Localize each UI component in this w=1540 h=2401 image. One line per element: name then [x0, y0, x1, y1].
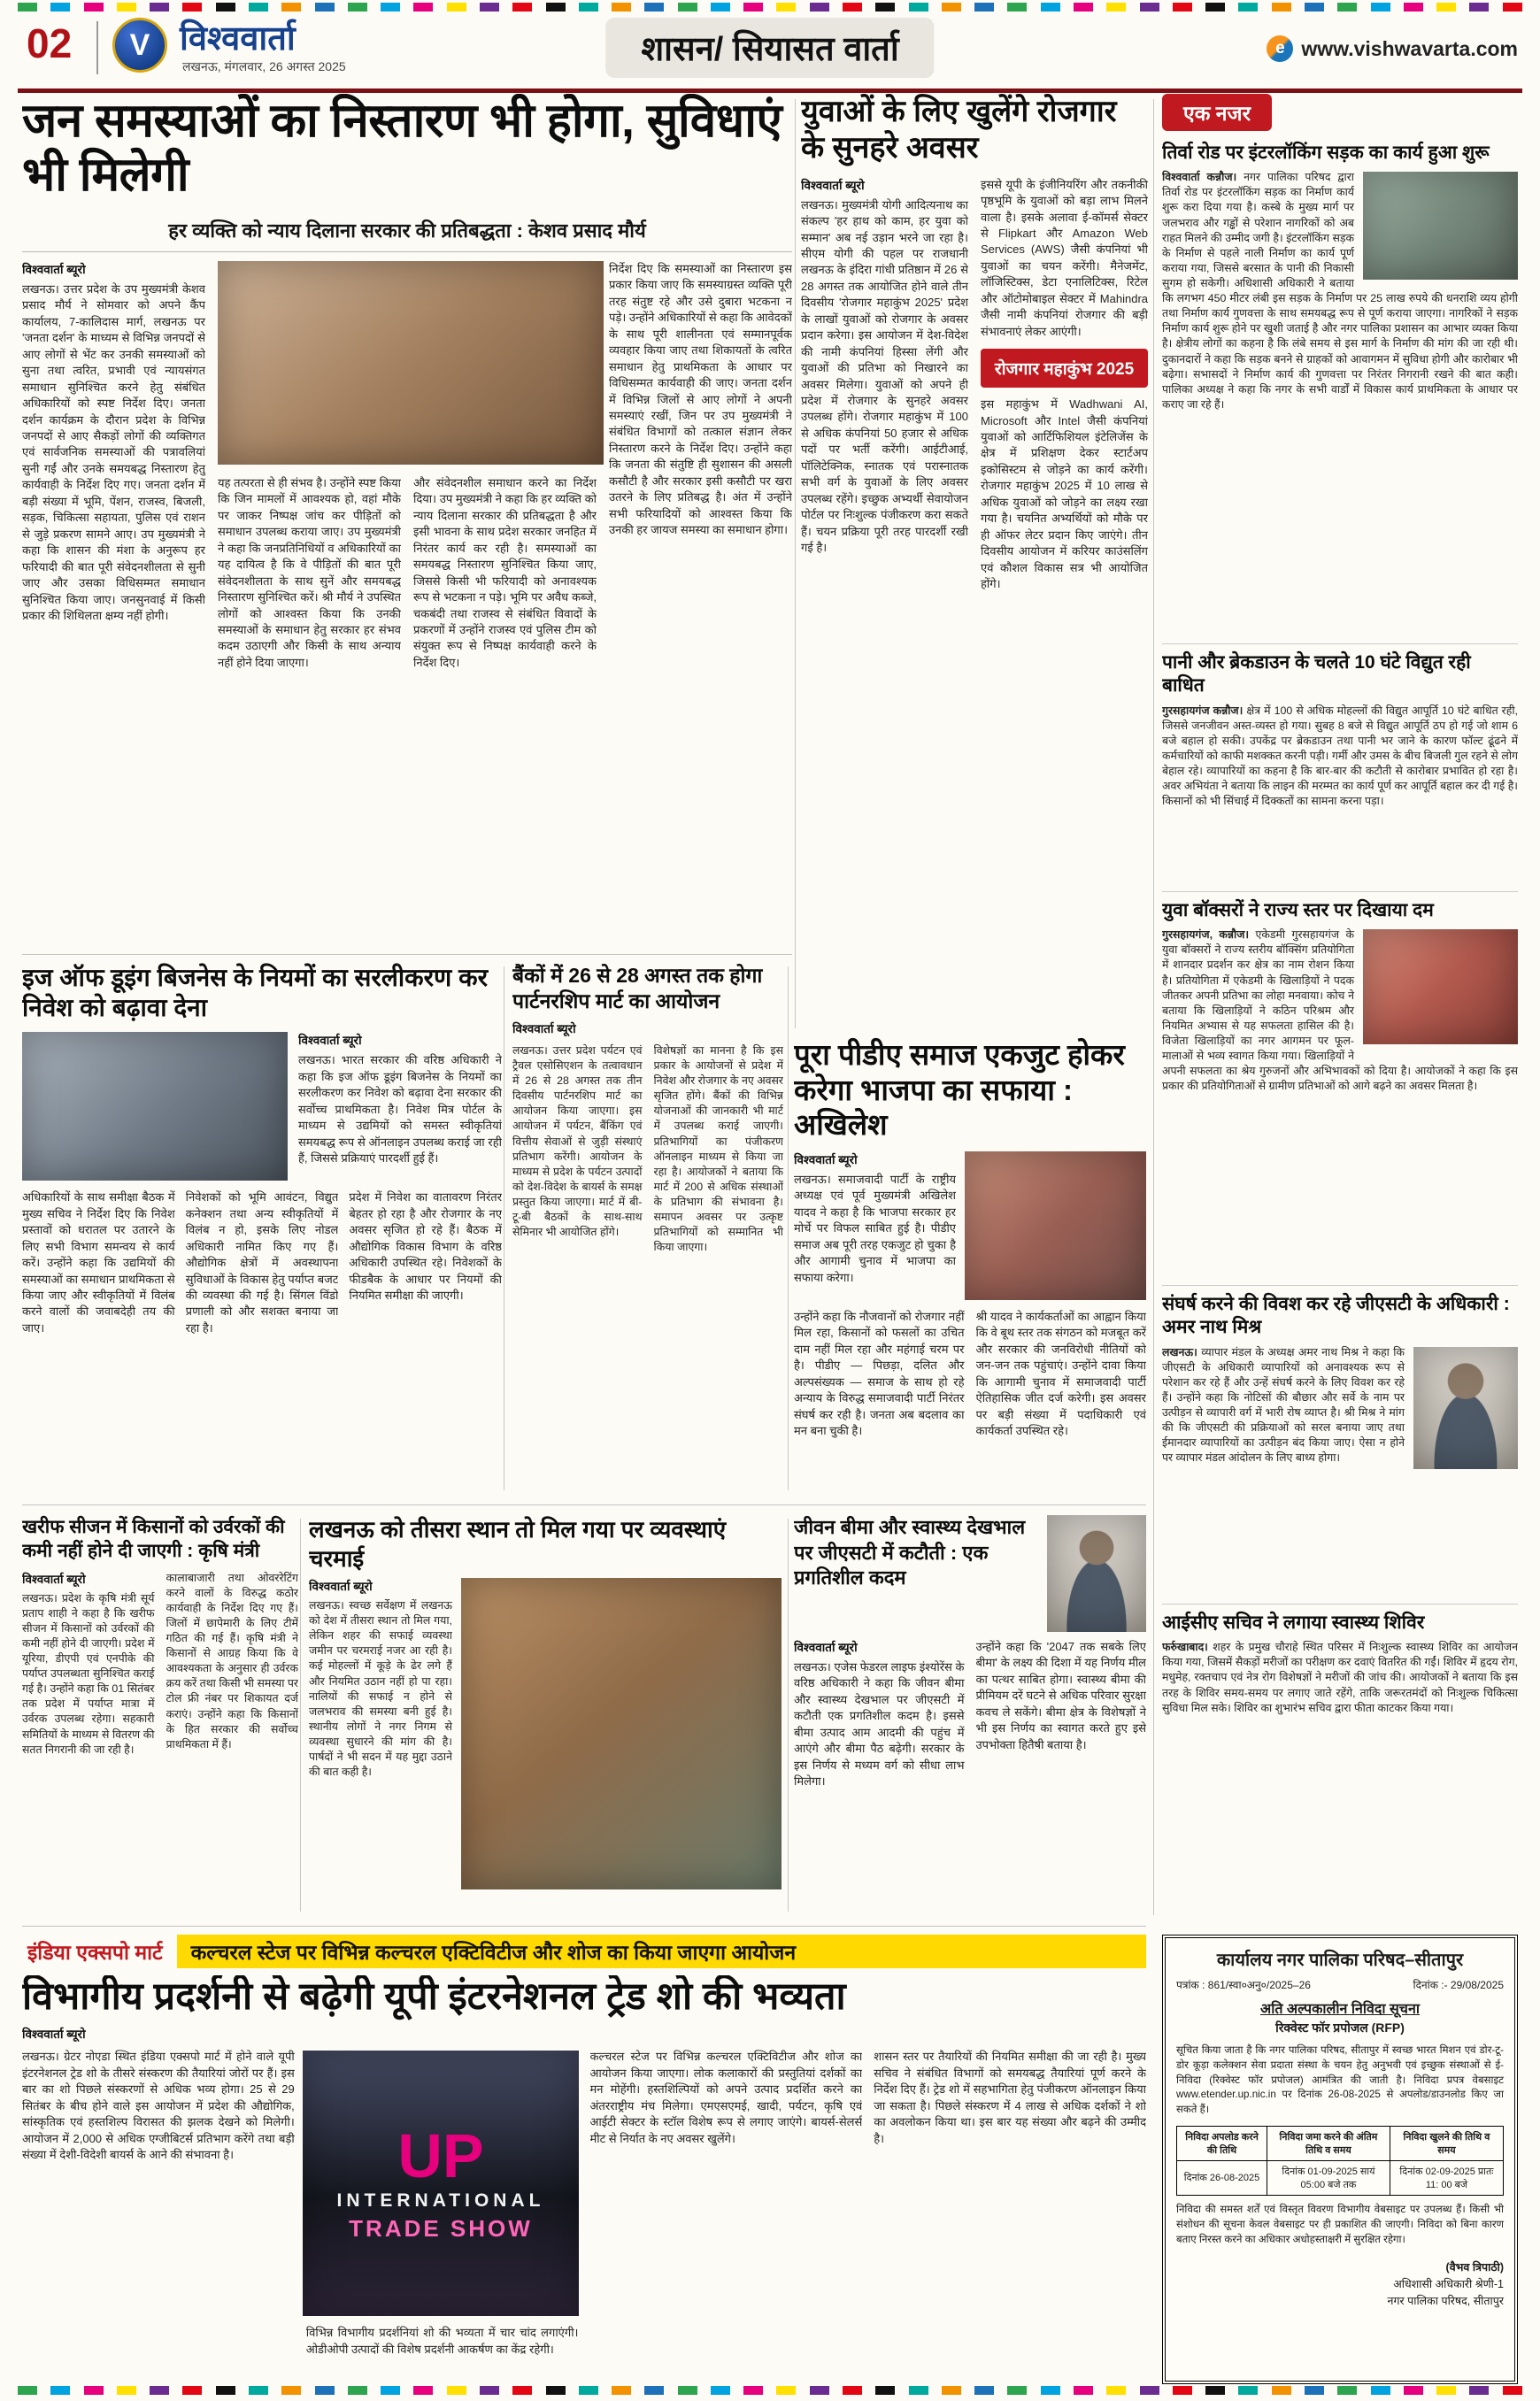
registration-square: [117, 2386, 136, 2395]
registration-square: [1238, 3, 1258, 12]
registration-square: [150, 3, 169, 12]
dateline: गुरसहायगंज, कन्नौज।: [1162, 928, 1250, 942]
notice-table-header: निविदा जमा करने की अंतिम तिथि व समय: [1267, 2126, 1390, 2160]
dateline: गुरसहायगंज कन्नौज।: [1162, 704, 1244, 717]
text-column: [794, 1639, 965, 1858]
trade-show-photo: [303, 2051, 579, 2316]
registration-square: [413, 3, 433, 12]
registration-square: [678, 2386, 697, 2395]
article-partnership-mart: [512, 963, 783, 1492]
registration-square: [1173, 2386, 1192, 2395]
registration-square: [18, 3, 37, 12]
body-text: एकेडमी गुरसहायगंज के युवा बॉक्सरों ने राज्य स्तरीय बॉक्सिंग प्रतियोगिता में शानदार प्रदर्शन कर क्षेत्र का नाम रोशन किया है। प्रतियोगिता में एकेडमी के खिलाड़ियों ने पदक जीतकर अपनी प्रतिभा का लोहा मनवाया। कोच ने बताया कि खिलाड़ियों ने कठिन परिश्रम और नियमित अभ्यास से यह सफलता हासिल की है। विजेता खिलाड़ियों का नगर आगमन पर फूल-मालाओं से भव्य स्वागत किया गया। खिलाड़ियों ने अपनी सफलता का श्रेय गुरुजनों और अभिभावकों को दिया है। आयोजकों ने कहा कि इस प्रकार की प्रतियोगिताओं से ग्रामीण प्रतिभाओं को आगे बढ़ने का अवसर मिलता है।: [1162, 928, 1518, 1093]
registration-square: [1272, 3, 1291, 12]
registration-square: [413, 2386, 433, 2395]
body-text: कालाबाजारी तथा ओवररेटिंग करने वालों के विरुद्ध कठोर कार्यवाही के निर्देश दिए गए हैं। जिलों में छापेमारी के लिए टीमें गठित की गई हैं। कृषि मंत्री ने किसानों से आग्रह किया कि वे आवश्यकता के अनुसार ही उर्वरक क्रय करें तथा किसी भी समस्या पर टोल फ्री नंबर पर शिकायत दर्ज कराएं। उन्होंने कहा कि किसानों के हित सरकार की सर्वोच्च प्राथमिकता में हैं।: [166, 1571, 298, 1751]
kharif-body: [22, 1571, 298, 1879]
registration-square: [480, 2386, 499, 2395]
paper-logo-icon: [112, 18, 167, 73]
headline: युवा बॉक्सरों ने राज्य स्तर पर दिखाया दम: [1162, 900, 1434, 920]
registration-square: [711, 2386, 730, 2395]
expo-strip: [22, 1935, 1146, 1968]
masthead-rule: [18, 88, 1522, 93]
notice-table: [1176, 2126, 1504, 2196]
body-text: लखनऊ। मुख्यमंत्री योगी आदित्यनाथ का संकल्प 'हर हाथ को काम, हर युवा को सम्मान' अब नई उड़ान भरने जा रहा है। सीएम योगी की पहल पर राजधानी लखनऊ के इंदिरा गांधी प्रतिष्ठान में 26 से 28 अगस्त तक आयोजित होने वाले तीन दिवसीय 'रोजगार महाकुंभ 2025' प्रदेश के लाखों युवाओं को रोजगार के अवसर प्रदान करेगा। इस आयोजन में देश-विदेश की नामी कंपनियां हिस्सा लेंगी और युवाओं की प्रतिभा को निखारने का अवसर मिलेगा। युवाओं को अपने ही प्रदेश में रोजगार के सुनहरे अवसर उपलब्ध होंगे। रोजगार महाकुंभ में 100 से अधिक कंपनियां 50 हजार से अधिक पदों पर भर्ती करेंगी। आईटीआई, पॉलिटेक्निक, स्नातक एवं परास्नातक सभी वर्ग के युवाओं के लिए अवसर उपलब्ध रहेंगे। इच्छुक अभ्यर्थी सेवायोजन पोर्टल पर निःशुल्क पंजीकरण करा सकते हैं। चयन प्रक्रिया पूरी तरह पारदर्शी रखी गई है।: [801, 197, 968, 555]
gstins-body: [794, 1639, 1146, 1858]
ease-headline: इज ऑफ डूइंग बिजनेस के नियमों का सरलीकरण कर निवेश को बढ़ावा देना: [22, 964, 489, 1022]
body-text: लखनऊ। ग्रेटर नोएडा स्थित इंडिया एक्सपो मार्ट में होने वाले यूपी इंटरनेशनल ट्रेड शो के तीसरे संस्करण की तैयारियां जोरों पर हैं। इस बार का शो पिछले संस्करणों से अधिक भव्य होगा। 25 से 29 सितंबर के बीच होने वाले इस आयोजन में प्रदेश की औद्योगिक, सांस्कृतिक एवं हस्तशिल्प विरासत की झलक देखने को मिलेगी। आयोजन में 2,000 से अधिक एग्जीबिटर्स प्रतिभाग करेंगे तथा बड़ी संख्या में देशी-विदेशी बायर्स के आने की संभावना है।: [22, 2050, 295, 2162]
article-trade-show: [22, 1975, 1146, 2384]
article-jan-samasya: [22, 94, 792, 949]
registration-square: [182, 3, 202, 12]
registration-square: [1007, 2386, 1027, 2395]
registration-square: [974, 2386, 994, 2395]
body-text: इस महाकुंभ में Wadhwani AI, Microsoft और Intel जैसी कंपनियां युवाओं को आर्टिफिशियल इंटेलिजेंस के क्षेत्र में प्रशिक्षण देकर स्टार्टअप इकोसिस्टम से जोड़ने का कार्य करेंगी। रोजगार महाकुंभ 2025 में 10 लाख से अधिक युवाओं को जोड़ने का लक्ष्य रखा गया है। चयनित अभ्यर्थियों को मौके पर ही ऑफर लेटर प्रदान किए जाएंगे। तीन दिवसीय आयोजन में करियर काउंसलिंग एवं कौशल विकास सत्र भी आयोजित होंगे।: [981, 397, 1148, 591]
registration-square: [1205, 3, 1225, 12]
text-column: [654, 1043, 784, 1458]
text-column: [976, 1309, 1147, 1494]
article-kharif-fertilizer: [22, 1515, 298, 1913]
registration-square: [843, 3, 862, 12]
registration-square: [743, 2386, 763, 2395]
body-text: शहर के प्रमुख चौराहे स्थित परिसर में निःशुल्क स्वास्थ्य शिविर का आयोजन किया गया, जिसमें सैकड़ों मरीजों का परीक्षण कर दवाएं वितरित की गईं। शिविर में हृदय रोग, मधुमेह, रक्तचाप एवं नेत्र रोग विशेषज्ञों ने मरीजों की जांच की। आयोजकों ने बताया कि इस तरह के शिविर समय-समय पर लगाए जाते रहेंगे, ताकि जरूरतमंदों को निःशुल्क चिकित्सा सुविधा मिल सके। शिविर का शुभारंभ सचिव द्वारा फीता काटकर किया गया।: [1162, 1641, 1518, 1714]
registration-square: [182, 2386, 202, 2395]
byline: विश्ववार्ता ब्यूरो: [794, 1152, 858, 1166]
registration-square: [18, 2386, 37, 2395]
registration-square: [1436, 3, 1456, 12]
notice-table-cell: दिनांक 02-09-2025 प्रातः 11: 00 बजे: [1390, 2160, 1503, 2195]
registration-square: [512, 2386, 532, 2395]
registration-square: [612, 2386, 631, 2395]
registration-square: [1205, 2386, 1225, 2395]
rojgar-mahakumbh-banner: रोजगार महाकुंभ 2025: [981, 349, 1148, 388]
notice-table-header: निविदा खुलने की तिथि व समय: [1390, 2126, 1503, 2160]
registration-square: [1106, 2386, 1126, 2395]
registration-square: [1041, 2386, 1060, 2395]
registration-square: [1305, 3, 1324, 12]
ek-najar-item-boxers: [1162, 891, 1518, 1285]
registration-square: [1007, 3, 1027, 12]
headline: संघर्ष करने की विवश कर रहे जीएसटी के अधिकारी : अमर नाथ मिश्र: [1162, 1294, 1510, 1338]
registration-square: [644, 2386, 664, 2395]
article-rojgar-avsar: [801, 94, 1148, 1030]
signatory-name: (वैभव त्रिपाठी): [1445, 2261, 1504, 2274]
website: [1267, 35, 1518, 62]
divider: [300, 1519, 301, 1912]
tradeshow-headline: विभागीय प्रदर्शनी से बढ़ेगी यूपी इंटरनेशनल ट्रेड शो की भव्यता: [22, 1975, 846, 2018]
lead-body: [22, 261, 792, 943]
lucknow-headline: लखनऊ को तीसरा स्थान तो मिल गया पर व्यवस्थाएं चरमाई: [309, 1516, 727, 1572]
registration-square: [216, 2386, 235, 2395]
jobs-headline: युवाओं के लिए खुलेंगे रोजगार के सुनहरे अवसर: [801, 95, 1117, 165]
banks-headline: बैंकों में 26 से 28 अगस्त तक होगा पार्टनरशिप मार्ट का आयोजन: [512, 964, 763, 1013]
body-text: निर्देश दिए कि समस्याओं का निस्तारण इस प्रकार किया जाए कि समस्याग्रस्त व्यक्ति पूरी तरह संतुष्ट रहे और उसे दुबारा भटकना न पड़े। उन्होंने अधिकारियों से कहा कि आवेदकों के साथ पूरी शालीनता एवं सम्मानपूर्वक व्यवहार किया जाए तथा शिकायतों के त्वरित समाधान हेतु प्राथमिकता के आधार पर विधिसम्मत कार्यवाही की जाए। जनता दर्शन में विभिन्न जिलों से आए लोगों ने अपनी समस्याएं रखीं, जिन पर उप मुख्यमंत्री ने संबंधित विभागों को तत्काल संज्ञान लेकर निस्तारण करने के निर्देश दिए। उन्होंने कहा कि जनता की संतुष्टि ही सुशासन की असली कसौटी है और सरकार इसी कसौटी पर खरा उतरने के लिए प्रतिबद्ध है। अंत में उन्होंने सभी फरियादियों को आश्वस्त किया कि उनकी हर जायज समस्या का समाधान होगा।: [609, 261, 792, 537]
body-text: यह तत्परता से ही संभव है। उन्होंने स्पष्ट किया कि जिन मामलों में आवश्यक हो, वहां मौके पर जाकर निष्पक्ष जांच कर पीड़ितों को समाधान उपलब्ध कराया जाए। उप मुख्यमंत्री ने कहा कि जनप्रतिनिधियों व अधिकारियों का यह दायित्व है कि वे पीड़ितों की बात पूरी संवेदनशीलता के साथ सुनें और समयबद्ध निस्तारण सुनिश्चित करें। श्री मौर्य ने उपस्थित लोगों को आश्वस्त किया कि उनकी समस्याओं के समाधान हेतु सरकार हर संभव कदम उठाएगी और किसी के साथ अन्याय नहीं होने दिया जाएगा।: [218, 475, 401, 669]
ease-row: [22, 1032, 502, 1181]
registration-square: [1503, 3, 1522, 12]
registration-square: [480, 3, 499, 12]
divider: [22, 1926, 1146, 1927]
registration-square: [711, 3, 730, 12]
signatory-title: अधिशासी अधिकारी श्रेणी-1: [1393, 2278, 1504, 2291]
ek-najar-label: एक नजर: [1162, 94, 1272, 131]
registration-square: [644, 3, 664, 12]
ek-najar-item-road: [1162, 135, 1518, 643]
text-column: [22, 1571, 155, 1879]
photo-overlay-international: INTERNATIONAL: [336, 2189, 545, 2211]
divider: [788, 1519, 789, 1912]
lead-subheadline: हर व्यक्ति को न्याय दिलाना सरकार की प्रतिबद्धता : केशव प्रसाद मौर्य: [22, 213, 792, 252]
registration-square: [1337, 3, 1357, 12]
registration-strip: [18, 3, 1522, 12]
registration-square: [909, 3, 928, 12]
byline: विश्ववार्ता ब्यूरो: [22, 2028, 86, 2042]
registration-square: [348, 2386, 367, 2395]
website-url[interactable]: www.vishwavarta.com: [1301, 36, 1518, 60]
officials-group-photo: [22, 1032, 288, 1181]
jobs-body: [801, 177, 1148, 1020]
registration-square: [875, 2386, 895, 2395]
registration-square: [1404, 2386, 1423, 2395]
registration-square: [150, 2386, 169, 2395]
body-text: लखनऊ। समाजवादी पार्टी के राष्ट्रीय अध्यक्ष एवं पूर्व मुख्यमंत्री अखिलेश यादव ने कहा है कि भाजपा सरकार हर मोर्चे पर विफल साबित हुई है। पीडीए समाज अब पूरी तरह एकजुट हो चुका है और आगामी चुनाव में भाजपा का सफाया करेगा।: [794, 1172, 956, 1284]
body-paragraph: [1162, 1640, 1518, 1716]
headline: पानी और ब्रेकडाउन के चलते 10 घंटे विद्युत रही बाधित: [1162, 652, 1471, 696]
body-text: इससे यूपी के इंजीनियरिंग और तकनीकी पृष्ठभूमि के युवाओं को बड़ा लाभ मिलने वाला है। इसके अलावा ई-कॉमर्स सेक्टर से Flipkart और Amazon Web Services (AWS) जैसी कंपनियां भी युवाओं का चयन करेंगी। मैनेजमेंट, लॉजिस्टिक्स, डेटा एनालिटिक्स, रिटेल और ऑटोमोबाइल सेक्टर में Mahindra जैसी नामी कंपनियां रोजगार की बड़ी संभावनाएं लेकर आएंगी।: [981, 177, 1148, 338]
registration-square: [1305, 2386, 1324, 2395]
registration-strip: [18, 2386, 1522, 2395]
photo-overlay-up: UP: [397, 2120, 484, 2190]
ease-body: [22, 1189, 502, 1464]
article-pda-akhilesh: [794, 1037, 1146, 1494]
body-text: विभिन्न विभागीय प्रदर्शनियां शो की भव्यता में चार चांद लगाएंगी। ओडीओपी उत्पादों की विशेष प्रदर्शनी आकर्षण का केंद्र रहेगी।: [305, 2326, 579, 2356]
notice-ref: पत्रांक : 861/स्वा०अनु०/2025–26: [1176, 1979, 1311, 1991]
text-column: [309, 1578, 452, 1889]
body-text: क्षेत्र में 100 से अधिक मोहल्लों की विद्युत आपूर्ति 10 घंटे बाधित रही, जिससे जनजीवन अस्त-व्यस्त हो गया। सुबह 8 बजे से विद्युत आपूर्ति ठप हो गई जो शाम 6 बजे बहाल हो सकी। उपकेंद्र पर ब्रेकडाउन तथा पानी भर जाने के कारण फॉल्ट ढूंढने में कर्मचारियों को काफी मशक्कत करनी पड़ी। गर्मी और उमस के बीच बिजली गुल रहने से लोग बेहाल रहे। व्यापारियों का कहना है कि बार-बार की कटौती से कारोबार प्रभावित हो रहा है। अवर अभियंता ने बताया कि लाइन की मरम्मत का कार्य पूर्ण कर आपूर्ति बहाल कर दी गई है। किसानों को भी सिंचाई में दिक्कतों का सामना करना पड़ा।: [1162, 704, 1518, 808]
notice-title: अति अल्पकालीन निविदा सूचना: [1259, 2002, 1420, 2017]
registration-square: [281, 3, 301, 12]
registration-square: [810, 2386, 829, 2395]
body-text: शासन स्तर पर तैयारियों की नियमित समीक्षा की जा रही है। मुख्य सचिव ने संबंधित विभागों को समयबद्ध तैयारियां पूर्ण करने के निर्देश दिए हैं। ट्रेड शो में सहभागिता हेतु पंजीकरण ऑनलाइन किया जा सकता है। पिछले संस्करण में 4 लाख से अधिक दर्शकों ने शो का अवलोकन किया था। इस बार यह संख्या और बढ़ने की उम्मीद है।: [874, 2050, 1146, 2145]
paper-name: विश्ववार्ता: [180, 20, 296, 58]
tender-notice-box: [1162, 1935, 1518, 2384]
registration-square: [942, 2386, 961, 2395]
page-number: 02: [27, 20, 73, 66]
byline: विश्ववार्ता ब्यूरो: [298, 1034, 362, 1048]
lucknow-row: [309, 1578, 782, 1889]
registration-square: [1503, 2386, 1522, 2395]
registration-square: [216, 3, 235, 12]
notice-table-header: निविदा अपलोड करने की तिथि: [1177, 2126, 1267, 2160]
registration-square: [1469, 3, 1489, 12]
text-column: [794, 1309, 965, 1494]
text-column: [186, 1189, 339, 1464]
signatory-org: नगर पालिका परिषद, सीतापुर: [1387, 2294, 1504, 2307]
body-text: नगर पालिका परिषद द्वारा तिर्वा रोड पर इंटरलॉकिंग सड़क का निर्माण कार्य शुरू करा दिया गया है। कस्बे के मुख्य मार्ग पर जलभराव और गड्ढों से परेशान नागरिकों को अब राहत मिलने की उम्मीद जगी है। इंटरलॉकिंग सड़क के निर्माण से पहले नाली निर्माण का कार्य पूर्ण कराया गया, जिससे बरसात के पानी की निकासी सुगम हो सकेगी। अधिशासी अधिकारी ने बताया कि लगभग 450 मीटर लंबी इस सड़क के निर्माण पर 25 लाख रुपये की धनराशि व्यय होगी तथा निर्माण कार्य गुणवत्ता के साथ समयबद्ध रूप से पूर्ण कराया जाएगा। नागरिकों ने सड़क निर्माण कार्य शुरू होने पर खुशी जताई है और नगर पालिका प्रशासन का आभार व्यक्त किया है। क्षेत्रीय लोगों का कहना है कि लंबे समय से इस मार्ग के निर्माण की मांग की जा रही थी। दुकानदारों ने कहा कि सड़क बनने से ग्राहकों को आवागमन में सुविधा होगी और कारोबार भी बढ़ेगा। सभासदों ने निर्माण कार्य की गुणवत्ता पर निरंतर निगरानी रखने की बात कही। पालिका अध्यक्ष ने कहा कि नगर के सभी वार्डों में विकास कार्य प्राथमिकता के आधार पर कराए जा रहे हैं।: [1162, 171, 1518, 411]
registration-square: [546, 2386, 566, 2395]
text-column: [590, 2049, 863, 2360]
dateline: विश्ववार्ता कन्नौज।: [1162, 171, 1237, 184]
registration-square: [843, 2386, 862, 2395]
notice-table-cell: दिनांक 26-08-2025: [1177, 2160, 1267, 2195]
text-column: [609, 261, 792, 943]
registration-square: [1436, 2386, 1456, 2395]
registration-square: [315, 3, 335, 12]
byline: विश्ववार्ता ब्यूरो: [794, 1641, 858, 1654]
registration-square: [1173, 3, 1192, 12]
tradeshow-body: [22, 2049, 1146, 2360]
text-column: [22, 261, 205, 943]
registration-square: [84, 3, 104, 12]
byline: विश्ववार्ता ब्यूरो: [22, 262, 86, 276]
registration-square: [612, 3, 631, 12]
byline: विश्ववार्ता ब्यूरो: [512, 1021, 576, 1035]
registration-square: [381, 3, 400, 12]
registration-square: [1469, 2386, 1489, 2395]
registration-square: [1272, 2386, 1291, 2395]
body-text: प्रदेश में निवेश का वातावरण निरंतर बेहतर हो रहा है और रोजगार के नए अवसर सृजित हो रहे हैं। बैठक में औद्योगिक विकास विभाग के वरिष्ठ अधिकारी उपस्थित रहे। निवेशकों के फीडबैक के आधार पर नियमों की नियमित समीक्षा की जाएगी।: [349, 1190, 502, 1303]
text-column: [22, 2049, 295, 2360]
byline: विश्ववार्ता ब्यूरो: [801, 178, 865, 192]
registration-square: [447, 2386, 466, 2395]
text-column: [976, 1639, 1147, 1858]
dateline: फर्रुखाबाद।: [1162, 1641, 1208, 1654]
body-text: कल्चरल स्टेज पर विभिन्न कल्चरल एक्टिविटीज और शोज का आयोजन किया जाएगा। लोक कलाकारों की प्रस्तुतियां दर्शकों का मन मोहेंगी। हस्तशिल्पियों को अपने उत्पाद प्रदर्शित करने का अंतरराष्ट्रीय मंच मिलेगा। एमएसएमई, खादी, पर्यटन, कृषि एवं आईटी सेक्टर के स्टॉल विशेष रूप से लगाए जाएंगे। बायर्स-सेलर्स मीट से निर्यात के नए अवसर खुलेंगे।: [589, 2050, 863, 2145]
body-text: श्री यादव ने कार्यकर्ताओं का आह्वान किया कि वे बूथ स्तर तक संगठन को मजबूत करें और सरकार की जनविरोधी नीतियों को जन-जन तक पहुंचाएं। उन्होंने दावा किया कि आगामी चुनाव में समाजवादी पार्टी ऐतिहासिक जीत दर्ज करेगी। इस अवसर पर बड़ी संख्या में पदाधिकारी एवं कार्यकर्ता उपस्थित रहे।: [975, 1309, 1146, 1437]
registration-square: [1371, 3, 1390, 12]
body-text: उन्होंने कहा कि नौजवानों को रोजगार नहीं मिल रहा, किसानों को फसलों का उचित दाम नहीं मिल रहा और महंगाई चरम पर है। पीडीए — पिछड़ा, दलित और अल्पसंख्यक — समाज के साथ हो रहे अन्याय के विरुद्ध समाजवादी पार्टी निरंतर संघर्ष कर रही है। जनता अब बदलाव का मन बना चुकी है।: [794, 1309, 965, 1437]
divider: [22, 954, 792, 955]
divider: [788, 966, 789, 1490]
body-text: निवेशकों को भूमि आवंटन, विद्युत कनेक्शन तथा अन्य स्वीकृतियों में विलंब न हो, इसके लिए नोडल अधिकारी नामित किए गए हैं। औद्योगिक क्षेत्रों में अवस्थापना सुविधाओं के विकास हेतु पर्याप्त बजट की व्यवस्था की गई है। सिंगल विंडो प्रणाली को और सशक्त बनाया जा रहा है।: [185, 1190, 339, 1335]
text-column: [512, 1043, 643, 1458]
globe-icon: e: [1267, 35, 1293, 62]
text-column: [22, 1189, 175, 1464]
expo-mart-label: इंडिया एक्सपो मार्ट: [27, 1941, 163, 1964]
registration-square: [1074, 2386, 1093, 2395]
body-text: लखनऊ। भारत सरकार की वरिष्ठ अधिकारी ने कहा कि इज ऑफ डूइंग बिजनेस के नियमों का सरलीकरण कर निवेश को बढ़ावा देना सरकार की सर्वोच्च प्राथमिकता है। निवेश मित्र पोर्टल के माध्यम से उद्यमियों को समस्त स्वीकृतियां समयबद्ध रूप से ऑनलाइन उपलब्ध कराई जा रही हैं, जिससे प्रक्रियाएं पारदर्शी हुई हैं।: [298, 1053, 502, 1166]
kharif-headline: खरीफ सीजन में किसानों को उर्वरकों की कमी नहीं होने दी जाएगी : कृषि मंत्री: [22, 1517, 285, 1562]
body-text: व्यापार मंडल के अध्यक्ष अमर नाथ मिश्र ने कहा कि जीएसटी के अधिकारी व्यापारियों को अनावश्यक रूप से परेशान कर रहे हैं और उन्हें संघर्ष करने के लिए विवश कर रहे हैं। उन्होंने कहा कि नोटिसों की बौछार और सर्वे के नाम पर उत्पीड़न से व्यापारी वर्ग में भारी रोष व्याप्त है। श्री मिश्र ने मांग की कि जीएसटी की प्रक्रियाओं को सरल बनाया जाए तथा ईमानदार व्यापारियों का उत्पीड़न बंद किया जाए। ऐसा न होने पर व्यापार मंडल आंदोलन के लिए बाध्य होगा।: [1162, 1345, 1405, 1465]
registration-square: [381, 2386, 400, 2395]
registration-square: [743, 3, 763, 12]
janata-darshan-photo: [218, 261, 604, 465]
article-lucknow-third-place: [309, 1515, 782, 1913]
body-text: लखनऊ। उत्तर प्रदेश पर्यटन एवं ट्रैवल एसोसिएशन के तत्वावधान में 26 से 28 अगस्त तक तीन दिवसीय पार्टनरशिप मार्ट का आयोजन किया जाएगा। इस आयोजन में पर्यटन, बैंकिंग एवं वित्तीय सेवाओं से जुड़ी संस्थाएं प्रतिभाग करेंगी। आयोजन के माध्यम से प्रदेश के पर्यटन उत्पादों को देश-विदेश के बायर्स के समक्ष प्रस्तुत किया जाएगा। मार्ट में बी-टू-बी बैठकों के साथ-साथ सेमिनार भी आयोजित होंगे।: [512, 1043, 643, 1239]
ek-najar-item-gst: [1162, 1285, 1518, 1604]
registration-square: [875, 3, 895, 12]
notice-office-title: कार्यालय नगर पालिका परिषद–सीतापुर: [1216, 1951, 1464, 1970]
text-column: [349, 1189, 502, 1464]
registration-square: [1238, 2386, 1258, 2395]
registration-square: [447, 3, 466, 12]
headline: तिर्वा रोड पर इंटरलॉकिंग सड़क का कार्य हुआ शुरू: [1162, 142, 1490, 163]
pda-headline: पूरा पीडीए समाज एकजुट होकर करेगा भाजपा का सफाया : अखिलेश: [794, 1038, 1125, 1142]
lead-headline: जन समस्याओं का निस्तारण भी होगा, सुविधाएं भी मिलेगी: [22, 95, 782, 202]
registration-square: [678, 3, 697, 12]
registration-square: [315, 2386, 335, 2395]
notice-signature: [1176, 2259, 1504, 2309]
amar-nath-mishra-portrait-photo: [1413, 1347, 1518, 1469]
registration-square: [909, 2386, 928, 2395]
registration-square: [512, 3, 532, 12]
masthead: [22, 14, 1518, 83]
ek-najar-column: [1162, 94, 1518, 1915]
registration-square: [776, 3, 796, 12]
registration-square: [249, 3, 268, 12]
sp-event-photo: [965, 1151, 1146, 1300]
registration-square: [1106, 3, 1126, 12]
article-gst-insurance: [794, 1515, 1146, 1913]
pda-row: [794, 1151, 1146, 1300]
byline: विश्ववार्ता ब्यूरो: [309, 1580, 373, 1593]
cultural-stage-strip: कल्चरल स्टेज पर विभिन्न कल्चरल एक्टिविटीज और शोज का किया जाएगा आयोजन: [177, 1935, 1146, 1968]
registration-square: [1140, 2386, 1159, 2395]
registration-square: [579, 2386, 598, 2395]
body-text: लखनऊ। एजेस फेडरल लाइफ इंश्योरेंस के वरिष्ठ अधिकारी ने कहा कि जीवन बीमा और स्वास्थ्य देखभाल पर जीएसटी में कटौती एक प्रगतिशील कदम है। इससे बीमा उत्पाद आम आदमी की पहुंच में आएंगे और बीमा पैठ बढ़ेगी। सरकार के इस निर्णय से मध्यम वर्ग को सीधा लाभ मिलेगा।: [794, 1660, 965, 1789]
registration-square: [942, 3, 961, 12]
ek-najar-item-health-camp: [1162, 1604, 1518, 1838]
edition-dateline: लखनऊ, मंगलवार, 26 अगस्त 2025: [182, 59, 346, 73]
divider: [1153, 99, 1154, 1915]
text-column: [874, 2049, 1146, 2360]
headline: आईसीए सचिव ने लगाया स्वास्थ्य शिविर: [1162, 1612, 1425, 1633]
text-column: [801, 177, 968, 1020]
body-text: और संवेदनशील समाधान करने का निर्देश दिया। उप मुख्यमंत्री ने कहा कि हर व्यक्ति को न्याय दिलाना सरकार की प्रतिबद्धता है और इसी भावना के साथ प्रदेश सरकार जनहित में निरंतर कार्य कर रही है। समस्याओं का समयबद्ध निस्तारण सुनिश्चित किया जाए, जिससे किसी भी फरियादी को अनावश्यक रूप से भटकना न पड़े। भूमि पर अवैध कब्जे, चकबंदी तथा राजस्व से संबंधित विवादों के प्रकरणों में उन्होंने राजस्व एवं पुलिस टीम को संयुक्त रूप से निष्पक्ष कार्यवाही करने के निर्देश दिए।: [413, 475, 597, 669]
text-column: [794, 1151, 956, 1300]
registration-square: [1074, 3, 1093, 12]
registration-square: [117, 3, 136, 12]
banks-body: [512, 1043, 783, 1458]
notice-ref-row: [1176, 1977, 1504, 1992]
registration-square: [1337, 2386, 1357, 2395]
article-ease-of-doing-business: [22, 963, 502, 1492]
text-column: [166, 1571, 299, 1879]
logo-letter: V: [129, 27, 150, 62]
body-text: उन्होंने कहा कि '2047 तक सबके लिए बीमा' के लक्ष्य की दिशा में यह निर्णय मील का पत्थर साबित होगा। स्वास्थ्य बीमा की प्रीमियम दरें घटने से अधिक परिवार सुरक्षा कवच ले सकेंगे। बीमा क्षेत्र के विशेषज्ञों ने भी इस निर्णय का स्वागत करते हुए इसे उपभोक्ता हितैषी बताया है।: [975, 1640, 1146, 1751]
registration-square: [50, 2386, 70, 2395]
registration-square: [84, 2386, 104, 2395]
gst-head-row: [794, 1515, 1146, 1632]
notice-table-cell: दिनांक 01-09-2025 सायं 05:00 बजे तक: [1267, 2160, 1390, 2195]
registration-square: [50, 3, 70, 12]
registration-square: [974, 3, 994, 12]
body-paragraph: [1162, 704, 1518, 810]
registration-square: [810, 3, 829, 12]
registration-square: [348, 3, 367, 12]
registration-square: [1404, 3, 1423, 12]
insurance-official-portrait-photo: [1047, 1515, 1146, 1632]
registration-square: [579, 3, 598, 12]
registration-square: [776, 2386, 796, 2395]
registration-square: [1140, 3, 1159, 12]
city-crowd-photo: [461, 1578, 782, 1889]
gstins-headline: जीवन बीमा और स्वास्थ्य देखभाल पर जीएसटी में कटौती : एक प्रगतिशील कदम: [794, 1516, 1026, 1589]
divider: [22, 1504, 1146, 1505]
byline: विश्ववार्ता ब्यूरो: [22, 1572, 86, 1586]
registration-square: [281, 2386, 301, 2395]
notice-paragraph: सूचित किया जाता है कि नगर पालिका परिषद, सीतापुर में स्वच्छ भारत मिशन एवं डोर-टू-डोर कूड़ा कलेक्शन सेवा प्रदाता संस्था के चयन हेतु अनुभवी एवं इच्छुक संस्थाओं से ई-निविदा (रिक्वेस्ट फॉर प्रपोजल) आमंत्रित की जाती है। निविदा प्रपत्र वेबसाइट www.etender.up.nic.in पर दिनांक 26-08-2025 से अपलोड/डाउनलोड किए जा सकते हैं।: [1176, 2044, 1504, 2116]
registration-square: [1371, 2386, 1390, 2395]
dateline: लखनऊ।: [1162, 1345, 1197, 1358]
registration-square: [1041, 3, 1060, 12]
section-title: शासन/ सियासत वार्ता: [605, 18, 934, 78]
divider: [96, 21, 98, 74]
notice-paragraph: निविदा की समस्त शर्तें एवं विस्तृत विवरण विभागीय वेबसाइट पर उपलब्ध हैं। किसी भी संशोधन की सूचना केवल वेबसाइट पर ही प्रकाशित की जाएगी। निविदा को बिना कारण बताए निरस्त करने का अधिकार अधोहस्ताक्षरी में सुरक्षित रहेगा।: [1176, 2203, 1504, 2245]
pda-body: [794, 1309, 1146, 1494]
body-text: लखनऊ। स्वच्छ सर्वेक्षण में लखनऊ को देश में तीसरा स्थान तो मिल गया, लेकिन शहर की सफाई व्यवस्था जमीन पर चरमराई नजर आ रही है। कई मोहल्लों में कूड़े के ढेर लगे हैं और नियमित उठान नहीं हो पा रहा। नालियों की सफाई न होने से जलभराव की समस्या बनी हुई है। स्थानीय लोगों ने नगर निगम से व्यवस्था सुधारने की मांग की है। पार्षदों ने भी सदन में यह मुद्दा उठाने की बात कही है।: [309, 1599, 452, 1779]
registration-square: [546, 3, 566, 12]
body-text: लखनऊ। प्रदेश के कृषि मंत्री सूर्य प्रताप शाही ने कहा है कि खरीफ सीजन में किसानों को उर्वरकों की कमी नहीं होने दी जाएगी। प्रदेश में यूरिया, डीएपी एवं एनपीके की पर्याप्त उपलब्धता सुनिश्चित कराई गई है। उन्होंने कहा कि 01 सितंबर तक प्रदेश में पर्याप्त मात्रा में उर्वरक उपलब्ध रहेगा। सहकारी समितियों के माध्यम से वितरण की सतत निगरानी की जा रही है।: [22, 1591, 155, 1756]
text-column: [981, 177, 1148, 1020]
ek-najar-item-power: [1162, 643, 1518, 891]
divider: [795, 99, 796, 1028]
boxers-photo: [1363, 929, 1518, 1044]
notice-date: दिनांक :- 29/08/2025: [1413, 1979, 1504, 1991]
body-text: विशेषज्ञों का मानना है कि इस प्रकार के आयोजनों से प्रदेश में निवेश और रोजगार के नए अवसर सृजित होंगे। बैंकों की विभिन्न योजनाओं की जानकारी भी मार्ट में उपलब्ध कराई जाएगी। प्रतिभागियों का पंजीकरण ऑनलाइन माध्यम से किया जा रहा है। आयोजकों ने बताया कि मार्ट में 200 से अधिक संस्थाओं के प्रतिभाग की संभावना है। समापन अवसर पर उत्कृष्ट प्रतिभागियों को सम्मानित भी किया जाएगा।: [653, 1043, 783, 1254]
text-column: [298, 1032, 502, 1181]
photo-overlay-trade-show: TRADE SHOW: [349, 2214, 533, 2242]
body-text: अधिकारियों के साथ समीक्षा बैठक में मुख्य सचिव ने निर्देश दिए कि निवेश प्रस्तावों को धरातल पर उतारने के लिए सभी विभाग समन्वय से कार्य करें। उन्होंने कहा कि उद्यमियों की समस्याओं का समाधान प्राथमिकता से किया जाए और स्वीकृतियों में विलंब करने वालों की जवाबदेही तय की जाए।: [22, 1190, 175, 1335]
notice-subtitle: रिक्वेस्ट फॉर प्रपोजल (RFP): [1275, 2020, 1405, 2035]
registration-square: [249, 2386, 268, 2395]
interlocking-road-photo: [1363, 172, 1518, 280]
body-text: लखनऊ। उत्तर प्रदेश के उप मुख्यमंत्री केशव प्रसाद मौर्य ने सोमवार को अपने कैंप कार्यालय, 7-कालिदास मार्ग, लखनऊ पर 'जनता दर्शन' के माध्यम से विभिन्न जनपदों से आए लोगों से भेंट कर उनकी समस्याओं को सुना तथा त्वरित, प्रभावी एवं न्यायसंगत समाधान सुनिश्चित करने हेतु संबंधित अधिकारियों को स्पष्ट निर्देश दिए। जनता दर्शन कार्यक्रम के दौरान प्रदेश के विभिन्न जनपदों से आए सैकड़ों लोगों की व्यक्तिगत एवं सार्वजनिक समस्याओं की पत्रावलियां सुनी गईं और उनके समयबद्ध निस्तारण हेतु कार्यवाही के निर्देश दिए गए। जनता दर्शन में बड़ी संख्या में भूमि, पेंशन, राजस्व, बिजली, सड़क, चिकित्सा सहायता, पुलिस एवं राशन से जुड़े प्रकरण सामने आए। उप मुख्यमंत्री ने कहा कि शासन की मंशा के अनुरूप हर फरियादी की बात पूरी संवेदनशीलता से सुनी जाए और उसका विधिसम्मत समाधान सुनिश्चित किया जाए। जनसुनवाई में किसी प्रकार की शिथिलता क्षम्य नहीं होगी।: [22, 281, 205, 622]
